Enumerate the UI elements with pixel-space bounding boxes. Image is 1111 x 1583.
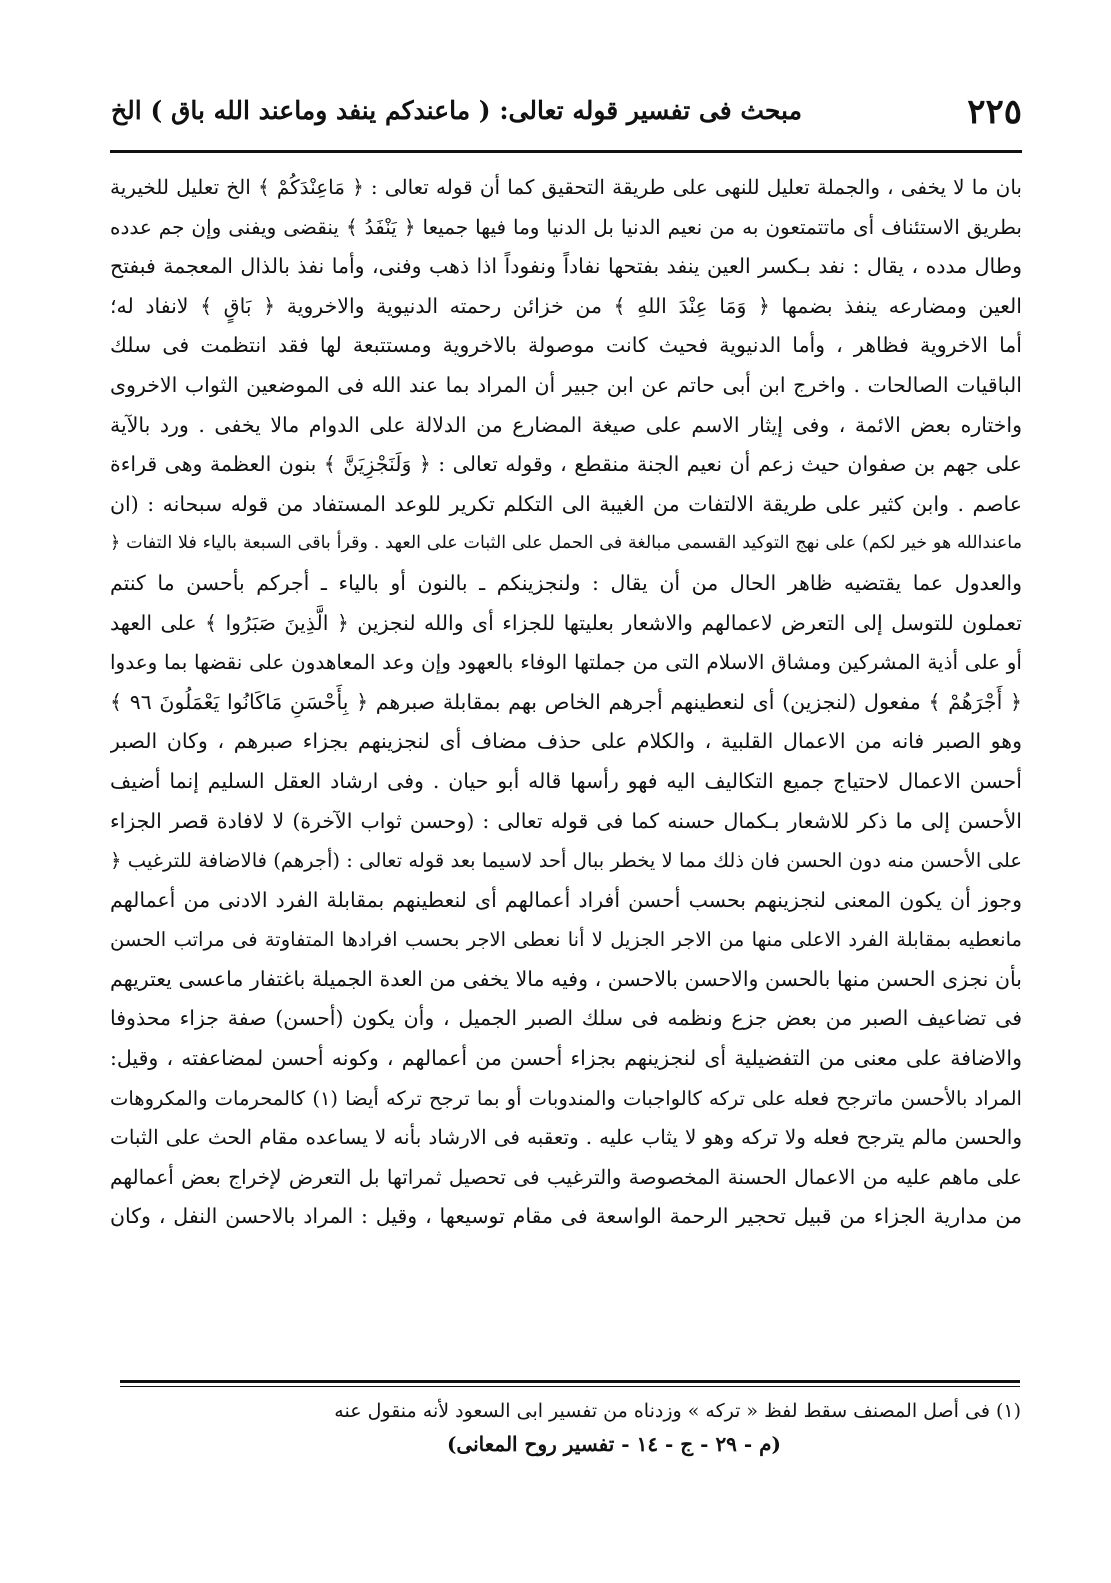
- text-line: أحسن الاعمال لاحتياج جميع التكاليف اليه فهو رأسها قاله أبو حيان . وفى ارشاد العقل السليم إنما أضيف: [110, 768, 1022, 793]
- footnote: (١) فى أصل المصنف سقط لفظ « تركه » وزدناه من تفسير ابى السعود لأنه منقول عنه: [334, 1400, 1021, 1422]
- text-line: والحسن مالم يترجح فعله ولا تركه وهو لا يثاب عليه . وتعقبه فى الارشاد بأنه لا يساعده مقام الحث على الثبات: [110, 1125, 1022, 1150]
- text-line: بان ما لا يخفى ، والجملة تعليل للنهى على طريقة التحقيق كما أن قوله تعالى : ﴿ مَاعِنْدَكُمْ ﴾ الخ تعليل للخيرية: [110, 175, 1022, 199]
- text-line: الباقيات الصالحات . واخرج ابن أبى حاتم عن ابن جبير أن المراد بما عند الله فى الموضعين الثواب الاخروى: [110, 372, 1022, 397]
- text-line: ماعندالله هو خير لكم) على نهج التوكيد القسمى مبالغة فى الحمل على الثبات على العهد . وقرأ باقى السبعة بالياء فلا التفات ﴿: [110, 533, 1022, 554]
- footnote-rule: [120, 1380, 1020, 1383]
- text-line: وهو الصبر فانه من الاعمال القلبية ، والكلام على حذف مضاف أى لنجزينهم بجزاء صبرهم ، وكان الصبر: [110, 729, 1022, 754]
- text-line: المراد بالأحسن ماترجح فعله على تركه كالواجبات والمندوبات أو بما ترجح تركه أيضا (١) كالمحرمات والمكروهات: [110, 1086, 1022, 1110]
- footnote-rule-thin: [120, 1386, 1020, 1387]
- text-line: تعملون للتوسل إلى التعرض لاعمالهم والاشعار بعليتها للجزاء أى والله لنجزين ﴿ الَّذِينَ صَبَرُوا ﴾ على العهد: [110, 610, 1022, 635]
- text-line: وجوز أن يكون المعنى لنجزينهم بحسب أحسن أفراد أعمالهم أى لنعطينهم بمقابلة الفرد الادنى من أعمالهم: [110, 887, 1022, 912]
- text-line: مانعطيه بمقابلة الفرد الاعلى منها من الاجر الجزيل لا أنا نعطى الاجر بحسب افرادها المتفاوتة فى مراتب الحسن: [110, 928, 1022, 952]
- text-line: واختاره بعض الائمة ، وفى إيثار الاسم على صيغة المضارع من الدلالة على الدوام مالا يخفى . ورد بالآية: [110, 412, 1022, 437]
- text-line: فى تضاعيف الصبر من بعض جزع ونظمه فى سلك الصبر الجميل ، وأن يكون (أحسن) صفة جزاء محذوفا: [110, 1006, 1022, 1031]
- text-line: أما الاخروية فظاهر ، وأما الدنيوية فحيث كانت موصولة بالاخروية ومستتبعة لها فقد انتظمت فى سلك: [110, 333, 1022, 358]
- text-line: على ماهم عليه من الاعمال الحسنة المخصوصة والترغيب فى تحصيل ثمراتها بل التعرض لإخراج بعض أعمالهم: [110, 1164, 1022, 1189]
- printer-signature: (م - ٢٩ - ج - ١٤ - تفسير روح المعانى): [446, 1432, 781, 1456]
- text-line: بأن نجزى الحسن منها بالحسن والاحسن بالاحسن ، وفيه مالا يخفى من العدة الجميلة باغتفار ماعسى يعتريهم: [110, 966, 1022, 991]
- running-title: مبحث فى تفسير قوله تعالى: ( ماعندكم ينفد وماعند الله باق ) الخ: [111, 96, 802, 125]
- running-header: [110, 92, 1022, 152]
- text-line: أو على أذية المشركين ومشاق الاسلام التى من جملتها الوفاء بالعهود وإن وعد المعاهدون على نقضها بما وعدوا: [110, 650, 1022, 675]
- text-line: من مدارية الجزاء من قبيل تحجير الرحمة الواسعة فى مقام توسيعها ، وقيل : المراد بالاحسن النفل ، وكان: [110, 1204, 1022, 1229]
- text-line: والعدول عما يقتضيه ظاهر الحال من أن يقال : ولنجزينكم ـ بالنون أو بالياء ـ أجركم بأحسن ما كنتم: [110, 570, 1022, 595]
- page-number: ٢٢٥: [967, 92, 1022, 132]
- main-text: [110, 168, 1022, 1237]
- text-line: عاصم . وابن كثير على طريقة الالتفات من الغيبة الى التكلم تكرير للوعد المستفاد من قوله سبحانه : (ان: [110, 491, 1022, 516]
- header-rule: [110, 150, 1022, 153]
- text-line: ﴿ أَجْرَهُمْ ﴾ مفعول (لنجزين) أى لنعطينهم أجرهم الخاص بهم بمقابلة صبرهم ﴿ بِأَحْسَنِ مَاكَانُوا يَعْمَلُونَ ٩٦ ﴾: [110, 689, 1022, 714]
- text-line: على جهم بن صفوان حيث زعم أن نعيم الجنة منقطع ، وقوله تعالى : ﴿ وَلَنَجْزِيَنَّ ﴾ بنون العظمة وهى قراءة: [110, 452, 1022, 477]
- text-line: بطريق الاستئناف أى ماتتمتعون به من نعيم الدنيا بل الدنيا وما فيها جميعا ﴿ يَنْفَدُ ﴾ ينقضى ويفنى وإن جم عدده: [110, 214, 1022, 239]
- text-line: الأحسن إلى ما ذكر للاشعار بـكمال حسنه كما فى قوله تعالى : (وحسن ثواب الآخرة) لا لافادة قصر الجزاء: [110, 808, 1022, 833]
- text-line: على الأحسن منه دون الحسن فان ذلك مما لا يخطر ببال أحد لاسيما بعد قوله تعالى : (أجرهم) فالاضافة للترغيب ﴿: [110, 849, 1022, 873]
- text-line: والاضافة على معنى من التفضيلية أى لنجزينهم بجزاء أحسن من أعمالهم ، وكونه أحسن لمضاعفته ، وقيل:: [110, 1046, 1022, 1071]
- text-line: العين ومضارعه ينفذ بضمها ﴿ وَمَا عِنْدَ اللهِ ﴾ من خزائن رحمته الدنيوية والاخروية ﴿ بَاقٍ ﴾ لانفاد له؛: [110, 293, 1022, 318]
- text-line: وطال مدده ، يقال : نفد بـكسر العين ينفد بفتحها نفاداً ونفوداً اذا ذهب وفنى، وأما نفذ بالذال المعجمة فبفتح: [110, 254, 1022, 279]
